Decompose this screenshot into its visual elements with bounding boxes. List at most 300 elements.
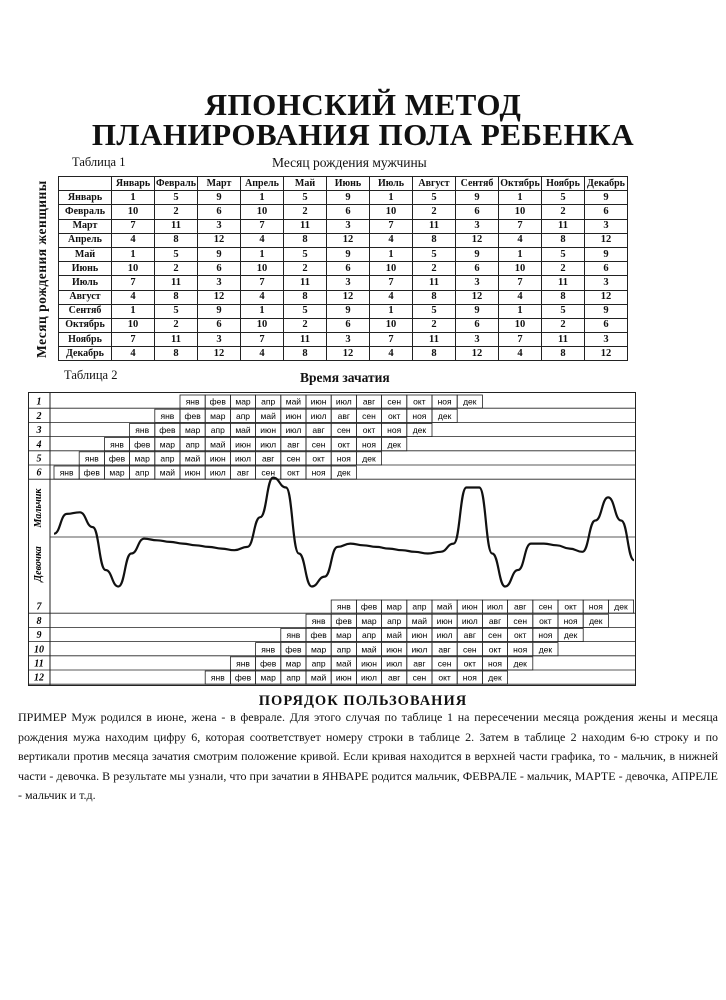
table2-month-label: июл — [335, 396, 352, 407]
table2-month-label: апр — [311, 658, 326, 669]
table1-cell: 7 — [499, 219, 542, 233]
table1-cell: 10 — [499, 318, 542, 332]
table1-cell: 8 — [284, 347, 327, 361]
table2-month-label: мар — [285, 658, 302, 669]
table1-cell: 10 — [241, 262, 284, 276]
table1-cell: 4 — [370, 290, 413, 304]
table2-month-label: фев — [285, 644, 302, 655]
table1-cell: 5 — [284, 191, 327, 205]
table1-cell: 3 — [327, 276, 370, 290]
table1-cell: 11 — [284, 333, 327, 347]
table1-cell: 1 — [499, 191, 542, 205]
table1-row — [59, 290, 628, 304]
table1-cell: 3 — [585, 276, 628, 290]
table1-cell: 8 — [413, 233, 456, 247]
table2-month-label: июн — [209, 453, 226, 464]
table1-col-header: Январь — [112, 177, 155, 191]
table1-cell: 11 — [413, 276, 456, 290]
table1-cell: 9 — [327, 191, 370, 205]
table2-month-label: сен — [488, 630, 502, 641]
table2-row-number: 6 — [36, 467, 42, 479]
table2-month-label: апр — [387, 615, 402, 626]
table2-month-label: сен — [462, 644, 477, 655]
table1-label: Таблица 1 — [72, 155, 126, 169]
table2-month-label: окт — [387, 410, 401, 421]
table1-cell: 2 — [413, 318, 456, 332]
table2-month-label: сен — [261, 467, 276, 478]
table1-row-header: Март — [59, 219, 112, 233]
table1-cell: 2 — [155, 318, 198, 332]
table2-month-label: авг — [337, 410, 350, 421]
table1-cell: 8 — [413, 347, 456, 361]
table1-row — [59, 347, 628, 361]
table1-cell: 10 — [499, 205, 542, 219]
table1-cell: 11 — [284, 276, 327, 290]
table1-cell: 7 — [241, 219, 284, 233]
table1-col-header: Декабрь — [585, 177, 628, 191]
table2-caption: Время зачатия — [300, 370, 390, 385]
table1-cell: 9 — [198, 191, 241, 205]
table1-cell: 1 — [112, 247, 155, 261]
table1-row — [59, 304, 628, 318]
table1-cell: 12 — [585, 290, 628, 304]
table2-month-label: дек — [463, 396, 477, 407]
table1-cell: 5 — [413, 191, 456, 205]
table2-month-label: май — [310, 672, 327, 683]
table1-cell: 11 — [155, 219, 198, 233]
table2-month-label: июл — [436, 630, 453, 641]
table2-month-label: янв — [286, 630, 301, 641]
table1-cell: 12 — [327, 290, 370, 304]
table1-cell: 3 — [327, 219, 370, 233]
table2-month-label: мар — [361, 615, 377, 626]
table2-month-label: июн — [235, 439, 251, 450]
table1-cell: 10 — [241, 318, 284, 332]
table1-cell: 4 — [112, 290, 155, 304]
table2-month-label: янв — [59, 467, 74, 478]
table1-cell: 2 — [542, 318, 585, 332]
table1-row-header: Апрель — [59, 233, 112, 247]
table2-month-label: авг — [438, 644, 451, 655]
table2-chart — [28, 392, 636, 686]
table1-cell: 2 — [413, 262, 456, 276]
table2-month-label: ноя — [412, 410, 427, 421]
table2-month-label: ноя — [387, 425, 402, 436]
table1-cell: 2 — [542, 205, 585, 219]
table2-row-number: 1 — [36, 396, 42, 408]
table2-month-label: мар — [159, 439, 176, 450]
table1-cell: 1 — [370, 191, 413, 205]
table1-col-header: Сентяб — [456, 177, 499, 191]
table2-row-number: 9 — [36, 630, 42, 642]
table2-month-label: окт — [463, 658, 477, 669]
table1-cell: 11 — [542, 276, 585, 290]
table2-month-label: окт — [287, 467, 300, 478]
table1-row — [59, 205, 628, 219]
table1-cell: 3 — [585, 219, 628, 233]
table1-cell: 9 — [198, 247, 241, 261]
table1-cell: 4 — [370, 347, 413, 361]
table1-row-header: Июль — [59, 276, 112, 290]
table1-cell: 12 — [585, 347, 628, 361]
table2-month-label: дек — [589, 615, 603, 626]
table2-month-label: янв — [135, 425, 150, 436]
girl-label: Девочка — [33, 546, 44, 582]
table2-month-label: ноя — [487, 658, 503, 669]
table2-month-label: янв — [185, 396, 200, 407]
table2-month-label: дек — [563, 630, 578, 641]
table2-row-number: 7 — [36, 601, 42, 613]
table1-column-caption: Месяц рождения мужчины — [272, 155, 427, 170]
table1-cell: 1 — [499, 304, 542, 318]
table2-month-label: май — [210, 439, 226, 450]
table2-row-number: 2 — [36, 410, 42, 422]
table1-cell: 8 — [284, 233, 327, 247]
table2-month-label: фев — [310, 630, 327, 641]
table1-col-header: Июнь — [327, 177, 370, 191]
table1-cell: 12 — [585, 233, 628, 247]
table2-month-label: июн — [335, 672, 352, 683]
table1-cell: 1 — [112, 191, 155, 205]
table1-cell: 9 — [456, 304, 499, 318]
table2-month-label: май — [184, 453, 201, 464]
table1-cell: 2 — [284, 318, 327, 332]
table1-cell: 6 — [327, 205, 370, 219]
table1-cell: 12 — [456, 233, 499, 247]
table2-month-label: фев — [159, 425, 176, 436]
boy-label: Мальчик — [33, 488, 44, 528]
table1-cell: 10 — [499, 262, 542, 276]
table2-month-label: дек — [362, 453, 376, 464]
table1-cell: 4 — [112, 233, 155, 247]
table2-month-label: сен — [437, 658, 452, 669]
table1-cell: 9 — [585, 304, 628, 318]
table2-row-number: 5 — [36, 453, 42, 465]
table1-row — [59, 233, 628, 247]
table2-month-label: авг — [413, 658, 426, 669]
table2-month-label: янв — [84, 453, 99, 464]
table1-cell: 10 — [370, 262, 413, 276]
table1-cell: 5 — [284, 304, 327, 318]
table1-row — [59, 318, 628, 332]
table1-col-header: Август — [413, 177, 456, 191]
table1-cell: 4 — [499, 347, 542, 361]
table2-row-number: 12 — [34, 672, 44, 684]
table1-corner — [59, 177, 112, 191]
conception-curve — [54, 478, 634, 587]
table1-cell: 3 — [198, 219, 241, 233]
table1-cell: 8 — [542, 347, 585, 361]
table2-month-label: фев — [209, 396, 226, 407]
table2-month-label: мар — [134, 453, 150, 464]
table1-cell: 11 — [155, 276, 198, 290]
table2-row-number: 8 — [36, 615, 42, 627]
table2-month-label: июн — [310, 396, 327, 407]
table2-month-label: июн — [411, 630, 428, 641]
table2-month-label: авг — [388, 672, 401, 683]
table2-month-label: дек — [538, 644, 553, 655]
table2-month-label: ноя — [538, 630, 553, 641]
table2-month-label: май — [235, 425, 251, 436]
table2-month-label: окт — [413, 396, 426, 407]
table2-month-label: ноя — [588, 601, 603, 612]
table2-month-label: июл — [235, 453, 251, 464]
table2-month-label: июл — [461, 615, 478, 626]
table2-month-label: фев — [360, 601, 378, 612]
table1-row — [59, 191, 628, 205]
table1-col-header: Ноябрь — [542, 177, 585, 191]
table1-cell: 7 — [112, 276, 155, 290]
table2-month-label: апр — [336, 644, 351, 655]
table2-label: Таблица 2 — [64, 368, 118, 382]
table2-month-label: сен — [412, 672, 427, 683]
table1-row-header: Май — [59, 247, 112, 261]
table1-cell: 4 — [241, 347, 284, 361]
table1-col-header: Март — [198, 177, 241, 191]
table2-month-label: авг — [312, 425, 325, 436]
table2-row-number: 3 — [36, 425, 42, 437]
table1-cell: 12 — [198, 290, 241, 304]
table2-month-label: апр — [210, 425, 225, 436]
table2-month-label: янв — [311, 615, 326, 626]
table1-cell: 1 — [370, 304, 413, 318]
table2-month-label: мар — [210, 410, 226, 421]
table1-row-header: Октябрь — [59, 318, 112, 332]
table2-month-label: авг — [236, 467, 250, 478]
table2-month-label: фев — [83, 467, 100, 478]
table1-cell: 5 — [284, 247, 327, 261]
table1-cell: 6 — [585, 318, 628, 332]
table2-month-label: янв — [336, 601, 351, 612]
table2-month-label: июн — [361, 658, 377, 669]
table2-month-label: май — [436, 601, 453, 612]
table1-cell: 7 — [370, 219, 413, 233]
table2-month-label: ноя — [311, 467, 326, 478]
table2-row-number: 4 — [36, 439, 42, 451]
table2-month-label: авг — [262, 453, 275, 464]
table2-row-number: 10 — [34, 644, 44, 656]
table1-cell: 2 — [284, 262, 327, 276]
table2-month-label: июн — [285, 410, 302, 421]
table1-cell: 2 — [284, 205, 327, 219]
table1-cell: 3 — [198, 276, 241, 290]
table2-month-label: янв — [110, 439, 124, 450]
table1-cell: 9 — [198, 304, 241, 318]
table1-cell: 5 — [542, 304, 585, 318]
table2-month-label: сен — [336, 425, 351, 436]
table2-month-label: июн — [461, 601, 478, 612]
table1-cell: 10 — [112, 318, 155, 332]
table1-row-header: Ноябрь — [59, 333, 112, 347]
table1-row — [59, 247, 628, 261]
table2-month-label: сен — [538, 601, 553, 612]
table2-month-label: мар — [109, 467, 125, 478]
table1-cell: 5 — [413, 304, 456, 318]
table1-cell: 4 — [241, 233, 284, 247]
table2-month-label: авг — [463, 630, 476, 641]
table1-cell: 6 — [456, 205, 499, 219]
table2-month-label: июн — [184, 467, 201, 478]
table1-cell: 7 — [241, 276, 284, 290]
table1-cell: 1 — [112, 304, 155, 318]
table2-month-label: дек — [488, 672, 502, 683]
table2-month-label: май — [159, 467, 176, 478]
table2-month-label: апр — [235, 410, 251, 421]
table2-month-label: апр — [412, 601, 427, 612]
table1-cell: 2 — [413, 205, 456, 219]
table2-month-label: ноя — [563, 615, 578, 626]
table1-row — [59, 262, 628, 276]
table1-cell: 10 — [112, 262, 155, 276]
table2-month-label: апр — [185, 439, 200, 450]
table2-month-label: фев — [335, 615, 352, 626]
table1-cell: 9 — [456, 247, 499, 261]
table2-month-label: сен — [387, 396, 402, 407]
table2-month-label: дек — [337, 467, 351, 478]
table2-month-label: июл — [310, 410, 327, 421]
table2-row-number: 11 — [34, 658, 44, 670]
table2-month-label: авг — [514, 601, 527, 612]
table2-month-label: янв — [160, 410, 175, 421]
table1-cell: 3 — [327, 333, 370, 347]
table1-cell: 2 — [155, 262, 198, 276]
table2-month-label: авг — [362, 396, 376, 407]
table1-cell: 6 — [456, 318, 499, 332]
table1-cell: 5 — [542, 191, 585, 205]
table1-cell: 10 — [112, 205, 155, 219]
table2-month-label: окт — [488, 644, 502, 655]
table2-month-label: сен — [362, 410, 376, 421]
table1-cell: 3 — [456, 219, 499, 233]
table1-cell: 6 — [585, 205, 628, 219]
table1-cell: 8 — [542, 233, 585, 247]
table1-cell: 1 — [241, 191, 284, 205]
table1-cell: 11 — [542, 219, 585, 233]
table1-cell: 1 — [370, 247, 413, 261]
table2-month-label: дек — [412, 425, 427, 436]
table2-month-label: май — [361, 644, 377, 655]
table1-cell: 12 — [327, 347, 370, 361]
table2-month-label: апр — [261, 396, 276, 407]
table1-row-caption: Месяц рождения женщины — [34, 180, 49, 358]
table2-month-label: июл — [386, 658, 403, 669]
table2-month-label: окт — [564, 601, 577, 612]
table1-cell: 12 — [198, 347, 241, 361]
table1-cell: 5 — [155, 304, 198, 318]
table2-month-label: июн — [260, 425, 277, 436]
table2-month-label: мар — [260, 672, 276, 683]
table1-header-row — [59, 177, 628, 191]
table2-month-label: ноя — [437, 396, 452, 407]
table2-month-label: окт — [337, 439, 351, 450]
table1-cell: 4 — [112, 347, 155, 361]
table2-month-label: июн — [436, 615, 453, 626]
table1-cell: 12 — [456, 347, 499, 361]
table2-month-label: фев — [184, 410, 201, 421]
table1-cell: 3 — [585, 333, 628, 347]
table2-month-label: мар — [235, 396, 251, 407]
table1-cell: 11 — [155, 333, 198, 347]
table2-month-label: июл — [411, 644, 428, 655]
table2-month-label: июл — [361, 672, 377, 683]
table1-col-header: Май — [284, 177, 327, 191]
table2-month-label: июл — [209, 467, 226, 478]
table1-cell: 2 — [542, 262, 585, 276]
table2-month-label: сен — [513, 615, 528, 626]
table1-cell: 6 — [456, 262, 499, 276]
table2-month-label: июл — [487, 601, 503, 612]
table2-month-label: ноя — [513, 644, 528, 655]
table1-cell: 10 — [370, 318, 413, 332]
table1-cell: 9 — [456, 191, 499, 205]
table2-month-label: дек — [437, 410, 452, 421]
table1-row — [59, 276, 628, 290]
table2-month-label: апр — [361, 630, 377, 641]
table1-cell: 2 — [155, 205, 198, 219]
table2-month-label: дек — [614, 601, 628, 612]
table2-month-label: май — [260, 410, 276, 421]
table1-cell: 9 — [585, 247, 628, 261]
table1 — [58, 176, 628, 361]
table1-row — [59, 333, 628, 347]
table1-cell: 1 — [241, 247, 284, 261]
table2-month-label: дек — [387, 439, 401, 450]
table1-cell: 11 — [413, 333, 456, 347]
table2-month-label: ноя — [361, 439, 377, 450]
table1-cell: 7 — [370, 333, 413, 347]
table1-col-header: Апрель — [241, 177, 284, 191]
table1-cell: 8 — [155, 290, 198, 304]
table1-row-header: Январь — [59, 191, 112, 205]
instructions-body — [18, 708, 718, 806]
table1-cell: 3 — [198, 333, 241, 347]
table2-month-label: авг — [287, 439, 300, 450]
table1-cell: 3 — [456, 276, 499, 290]
table1-row-header: Сентяб — [59, 304, 112, 318]
table2-month-label: май — [411, 615, 428, 626]
table1-cell: 6 — [198, 262, 241, 276]
table1-row-header: Август — [59, 290, 112, 304]
table1-cell: 6 — [327, 262, 370, 276]
table2-month-label: апр — [160, 453, 175, 464]
title-line-1: ЯПОНСКИЙ МЕТОД — [204, 87, 522, 122]
table2-month-label: июл — [285, 425, 302, 436]
table2-month-label: апр — [135, 467, 150, 478]
table1-row-header: Февраль — [59, 205, 112, 219]
table1-cell: 11 — [413, 219, 456, 233]
table2-month-label: ноя — [336, 453, 351, 464]
table2-month-label: авг — [488, 615, 502, 626]
table1-row-header: Июнь — [59, 262, 112, 276]
table1-cell: 7 — [499, 276, 542, 290]
table1-cell: 12 — [198, 233, 241, 247]
table1-cell: 6 — [198, 318, 241, 332]
table2-month-label: дек — [513, 658, 527, 669]
table1-container — [36, 176, 644, 362]
table1-cell: 8 — [542, 290, 585, 304]
table2-month-label: янв — [236, 658, 250, 669]
table1-row-header: Декабрь — [59, 347, 112, 361]
table2-month-label: мар — [336, 630, 352, 641]
table1-cell: 6 — [198, 205, 241, 219]
table1-col-header: Февраль — [155, 177, 198, 191]
table2-month-label: фев — [134, 439, 151, 450]
table1-cell: 6 — [327, 318, 370, 332]
table1-cell: 1 — [499, 247, 542, 261]
table1-cell: 9 — [327, 304, 370, 318]
table2-month-label: мар — [184, 425, 201, 436]
table1-cell: 5 — [413, 247, 456, 261]
